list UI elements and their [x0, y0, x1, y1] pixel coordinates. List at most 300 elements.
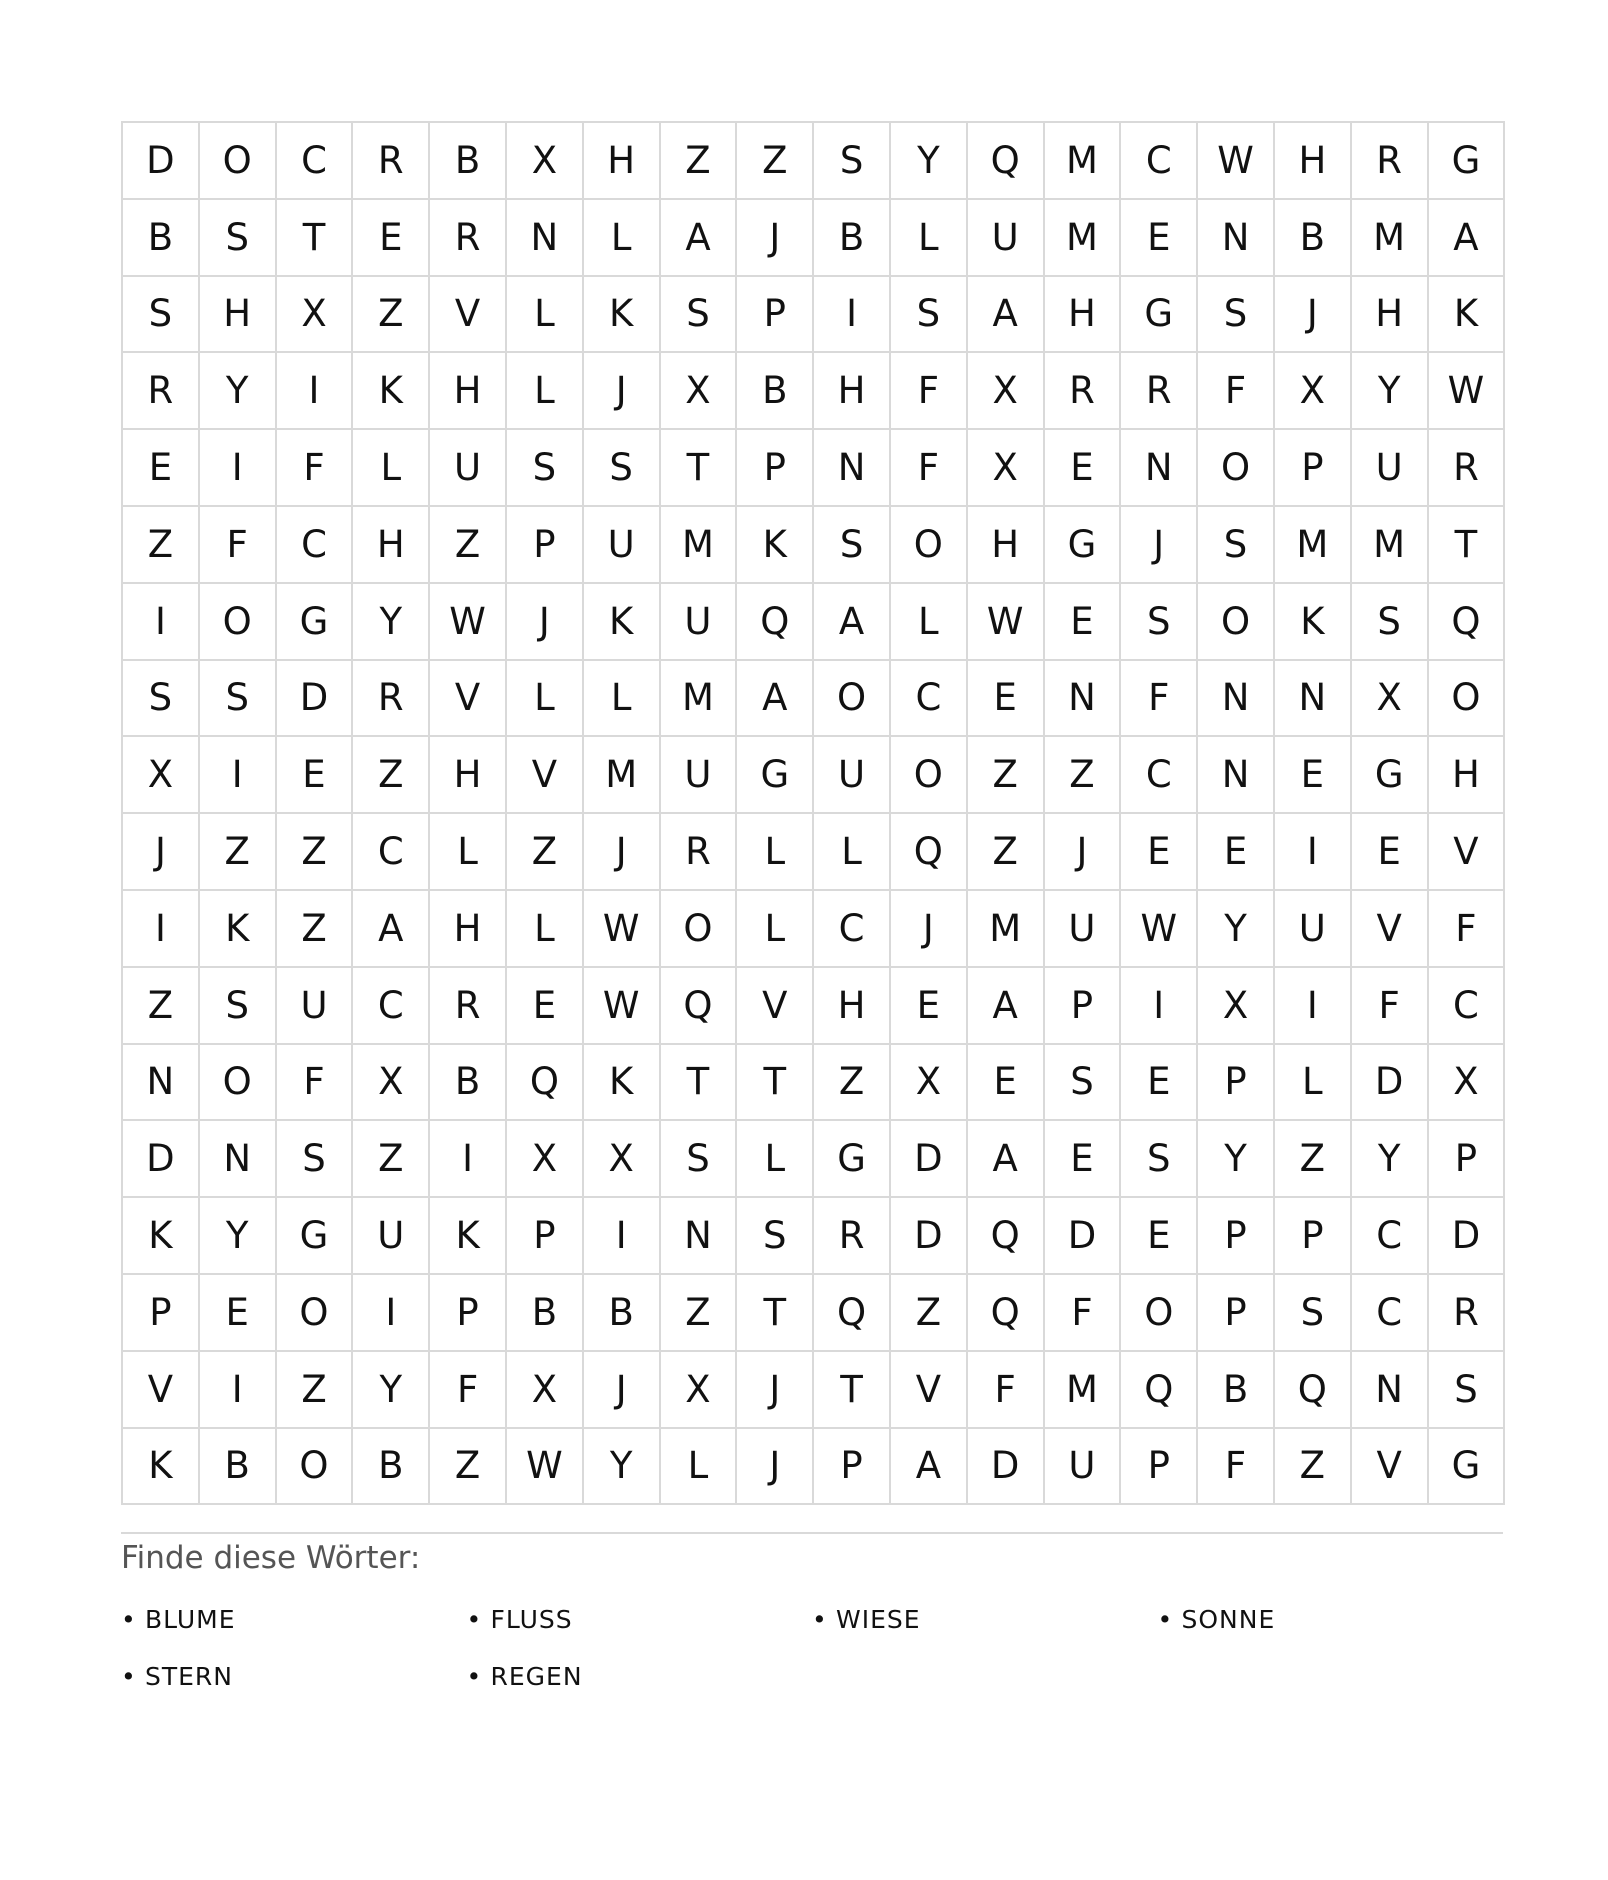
grid-cell[interactable]: R: [430, 968, 507, 1045]
grid-cell[interactable]: Q: [968, 1275, 1045, 1352]
grid-cell[interactable]: F: [891, 430, 968, 507]
grid-cell[interactable]: X: [1198, 968, 1275, 1045]
grid-cell[interactable]: I: [200, 1352, 277, 1429]
grid-cell[interactable]: H: [814, 968, 891, 1045]
grid-cell[interactable]: Y: [1198, 1121, 1275, 1198]
grid-cell[interactable]: K: [584, 584, 661, 661]
grid-cell[interactable]: A: [1429, 200, 1506, 277]
grid-cell[interactable]: X: [277, 277, 354, 354]
grid-cell[interactable]: Z: [200, 814, 277, 891]
grid-cell[interactable]: Y: [200, 1198, 277, 1275]
grid-cell[interactable]: M: [1352, 507, 1429, 584]
grid-cell[interactable]: Y: [1198, 891, 1275, 968]
grid-cell[interactable]: B: [1275, 200, 1352, 277]
grid-cell[interactable]: Z: [968, 737, 1045, 814]
grid-cell[interactable]: I: [277, 353, 354, 430]
grid-cell[interactable]: Z: [661, 1275, 738, 1352]
grid-cell[interactable]: Q: [968, 123, 1045, 200]
grid-cell[interactable]: Q: [1121, 1352, 1198, 1429]
grid-cell[interactable]: W: [507, 1429, 584, 1506]
grid-cell[interactable]: G: [277, 1198, 354, 1275]
grid-cell[interactable]: S: [1429, 1352, 1506, 1429]
grid-cell[interactable]: L: [814, 814, 891, 891]
grid-cell[interactable]: V: [430, 661, 507, 738]
grid-cell[interactable]: H: [1352, 277, 1429, 354]
grid-cell[interactable]: J: [507, 584, 584, 661]
grid-cell[interactable]: D: [277, 661, 354, 738]
grid-cell[interactable]: S: [507, 430, 584, 507]
grid-cell[interactable]: G: [814, 1121, 891, 1198]
grid-cell[interactable]: B: [353, 1429, 430, 1506]
grid-cell[interactable]: H: [1275, 123, 1352, 200]
grid-cell[interactable]: D: [123, 1121, 200, 1198]
grid-cell[interactable]: S: [1121, 1121, 1198, 1198]
grid-cell[interactable]: S: [661, 1121, 738, 1198]
grid-cell[interactable]: P: [1121, 1429, 1198, 1506]
grid-cell[interactable]: X: [123, 737, 200, 814]
grid-cell[interactable]: M: [1045, 200, 1122, 277]
grid-cell[interactable]: P: [1429, 1121, 1506, 1198]
grid-cell[interactable]: K: [1275, 584, 1352, 661]
grid-cell[interactable]: S: [1198, 507, 1275, 584]
grid-cell[interactable]: X: [891, 1045, 968, 1122]
grid-cell[interactable]: Z: [123, 507, 200, 584]
grid-cell[interactable]: Y: [891, 123, 968, 200]
grid-cell[interactable]: F: [430, 1352, 507, 1429]
grid-cell[interactable]: K: [737, 507, 814, 584]
grid-cell[interactable]: E: [1045, 430, 1122, 507]
grid-cell[interactable]: F: [1198, 1429, 1275, 1506]
grid-cell[interactable]: E: [123, 430, 200, 507]
grid-cell[interactable]: S: [1198, 277, 1275, 354]
grid-cell[interactable]: L: [891, 584, 968, 661]
grid-cell[interactable]: P: [737, 430, 814, 507]
grid-cell[interactable]: A: [968, 277, 1045, 354]
grid-cell[interactable]: I: [200, 430, 277, 507]
grid-cell[interactable]: J: [737, 1352, 814, 1429]
grid-cell[interactable]: P: [1275, 430, 1352, 507]
grid-cell[interactable]: U: [353, 1198, 430, 1275]
grid-cell[interactable]: F: [891, 353, 968, 430]
grid-cell[interactable]: H: [584, 123, 661, 200]
grid-cell[interactable]: H: [814, 353, 891, 430]
grid-cell[interactable]: H: [430, 353, 507, 430]
grid-cell[interactable]: X: [661, 353, 738, 430]
grid-cell[interactable]: C: [1352, 1198, 1429, 1275]
grid-cell[interactable]: U: [1275, 891, 1352, 968]
grid-cell[interactable]: P: [507, 507, 584, 584]
grid-cell[interactable]: F: [1429, 891, 1506, 968]
grid-cell[interactable]: O: [661, 891, 738, 968]
grid-cell[interactable]: O: [891, 737, 968, 814]
grid-cell[interactable]: L: [737, 814, 814, 891]
grid-cell[interactable]: E: [507, 968, 584, 1045]
grid-cell[interactable]: F: [1121, 661, 1198, 738]
grid-cell[interactable]: W: [968, 584, 1045, 661]
grid-cell[interactable]: V: [1429, 814, 1506, 891]
grid-cell[interactable]: X: [1352, 661, 1429, 738]
grid-cell[interactable]: B: [584, 1275, 661, 1352]
grid-cell[interactable]: A: [814, 584, 891, 661]
grid-cell[interactable]: G: [1121, 277, 1198, 354]
grid-cell[interactable]: E: [277, 737, 354, 814]
grid-cell[interactable]: A: [661, 200, 738, 277]
grid-cell[interactable]: L: [737, 1121, 814, 1198]
grid-cell[interactable]: X: [1275, 353, 1352, 430]
grid-cell[interactable]: N: [507, 200, 584, 277]
grid-cell[interactable]: B: [430, 123, 507, 200]
grid-cell[interactable]: J: [737, 200, 814, 277]
grid-cell[interactable]: K: [584, 1045, 661, 1122]
grid-cell[interactable]: X: [968, 430, 1045, 507]
grid-cell[interactable]: F: [200, 507, 277, 584]
grid-cell[interactable]: X: [661, 1352, 738, 1429]
grid-cell[interactable]: O: [814, 661, 891, 738]
grid-cell[interactable]: J: [1045, 814, 1122, 891]
grid-cell[interactable]: B: [814, 200, 891, 277]
grid-cell[interactable]: K: [123, 1198, 200, 1275]
grid-cell[interactable]: G: [1352, 737, 1429, 814]
grid-cell[interactable]: P: [814, 1429, 891, 1506]
grid-cell[interactable]: R: [123, 353, 200, 430]
grid-cell[interactable]: P: [737, 277, 814, 354]
grid-cell[interactable]: Z: [430, 507, 507, 584]
grid-cell[interactable]: L: [507, 353, 584, 430]
grid-cell[interactable]: H: [968, 507, 1045, 584]
grid-cell[interactable]: T: [737, 1275, 814, 1352]
grid-cell[interactable]: L: [661, 1429, 738, 1506]
grid-cell[interactable]: J: [1121, 507, 1198, 584]
grid-cell[interactable]: R: [1121, 353, 1198, 430]
grid-cell[interactable]: W: [584, 968, 661, 1045]
grid-cell[interactable]: G: [1429, 123, 1506, 200]
grid-cell[interactable]: Y: [584, 1429, 661, 1506]
grid-cell[interactable]: N: [814, 430, 891, 507]
grid-cell[interactable]: B: [507, 1275, 584, 1352]
grid-cell[interactable]: A: [968, 1121, 1045, 1198]
grid-cell[interactable]: S: [200, 200, 277, 277]
grid-cell[interactable]: S: [814, 507, 891, 584]
grid-cell[interactable]: O: [1198, 430, 1275, 507]
grid-cell[interactable]: Z: [353, 277, 430, 354]
grid-cell[interactable]: U: [430, 430, 507, 507]
grid-cell[interactable]: R: [661, 814, 738, 891]
grid-cell[interactable]: C: [1352, 1275, 1429, 1352]
grid-cell[interactable]: J: [891, 891, 968, 968]
grid-cell[interactable]: M: [1275, 507, 1352, 584]
grid-cell[interactable]: S: [1121, 584, 1198, 661]
grid-cell[interactable]: V: [1352, 1429, 1429, 1506]
grid-cell[interactable]: R: [353, 661, 430, 738]
grid-cell[interactable]: M: [1352, 200, 1429, 277]
grid-cell[interactable]: Q: [661, 968, 738, 1045]
grid-cell[interactable]: Z: [968, 814, 1045, 891]
grid-cell[interactable]: O: [891, 507, 968, 584]
grid-cell[interactable]: C: [891, 661, 968, 738]
grid-cell[interactable]: M: [1045, 123, 1122, 200]
grid-cell[interactable]: W: [1121, 891, 1198, 968]
grid-cell[interactable]: U: [277, 968, 354, 1045]
grid-cell[interactable]: G: [1045, 507, 1122, 584]
grid-cell[interactable]: S: [1352, 584, 1429, 661]
grid-cell[interactable]: Y: [1352, 1121, 1429, 1198]
grid-cell[interactable]: O: [1429, 661, 1506, 738]
grid-cell[interactable]: D: [1045, 1198, 1122, 1275]
grid-cell[interactable]: S: [1045, 1045, 1122, 1122]
grid-cell[interactable]: I: [353, 1275, 430, 1352]
grid-cell[interactable]: N: [1198, 737, 1275, 814]
grid-cell[interactable]: B: [123, 200, 200, 277]
grid-cell[interactable]: Q: [1429, 584, 1506, 661]
grid-cell[interactable]: M: [968, 891, 1045, 968]
grid-cell[interactable]: Z: [353, 1121, 430, 1198]
grid-cell[interactable]: I: [1121, 968, 1198, 1045]
grid-cell[interactable]: Z: [1045, 737, 1122, 814]
grid-cell[interactable]: N: [200, 1121, 277, 1198]
grid-cell[interactable]: U: [584, 507, 661, 584]
grid-cell[interactable]: O: [1121, 1275, 1198, 1352]
grid-cell[interactable]: Z: [277, 1352, 354, 1429]
grid-cell[interactable]: J: [737, 1429, 814, 1506]
grid-cell[interactable]: E: [1121, 1198, 1198, 1275]
grid-cell[interactable]: S: [123, 661, 200, 738]
grid-cell[interactable]: Z: [123, 968, 200, 1045]
grid-cell[interactable]: C: [353, 968, 430, 1045]
grid-cell[interactable]: R: [1429, 1275, 1506, 1352]
grid-cell[interactable]: C: [1121, 123, 1198, 200]
grid-cell[interactable]: N: [1352, 1352, 1429, 1429]
grid-cell[interactable]: T: [277, 200, 354, 277]
grid-cell[interactable]: J: [584, 353, 661, 430]
grid-cell[interactable]: C: [814, 891, 891, 968]
grid-cell[interactable]: V: [891, 1352, 968, 1429]
grid-cell[interactable]: C: [277, 123, 354, 200]
grid-cell[interactable]: F: [1198, 353, 1275, 430]
grid-cell[interactable]: W: [1198, 123, 1275, 200]
grid-cell[interactable]: Y: [200, 353, 277, 430]
grid-cell[interactable]: R: [430, 200, 507, 277]
grid-cell[interactable]: M: [661, 661, 738, 738]
grid-cell[interactable]: S: [891, 277, 968, 354]
grid-cell[interactable]: F: [277, 1045, 354, 1122]
grid-cell[interactable]: S: [200, 661, 277, 738]
grid-cell[interactable]: Y: [1352, 353, 1429, 430]
grid-cell[interactable]: E: [1275, 737, 1352, 814]
grid-cell[interactable]: T: [661, 430, 738, 507]
grid-cell[interactable]: Z: [1275, 1121, 1352, 1198]
grid-cell[interactable]: N: [661, 1198, 738, 1275]
grid-cell[interactable]: K: [123, 1429, 200, 1506]
grid-cell[interactable]: L: [507, 277, 584, 354]
grid-cell[interactable]: F: [1352, 968, 1429, 1045]
grid-cell[interactable]: D: [891, 1198, 968, 1275]
grid-cell[interactable]: E: [968, 661, 1045, 738]
grid-cell[interactable]: I: [584, 1198, 661, 1275]
grid-cell[interactable]: R: [1429, 430, 1506, 507]
grid-cell[interactable]: W: [1429, 353, 1506, 430]
grid-cell[interactable]: S: [200, 968, 277, 1045]
grid-cell[interactable]: Y: [353, 1352, 430, 1429]
grid-cell[interactable]: V: [430, 277, 507, 354]
grid-cell[interactable]: L: [353, 430, 430, 507]
grid-cell[interactable]: U: [1352, 430, 1429, 507]
grid-cell[interactable]: Z: [277, 891, 354, 968]
grid-cell[interactable]: R: [1045, 353, 1122, 430]
grid-cell[interactable]: P: [507, 1198, 584, 1275]
grid-cell[interactable]: G: [277, 584, 354, 661]
grid-cell[interactable]: D: [123, 123, 200, 200]
grid-cell[interactable]: S: [1275, 1275, 1352, 1352]
grid-cell[interactable]: X: [507, 1121, 584, 1198]
grid-cell[interactable]: J: [584, 814, 661, 891]
grid-cell[interactable]: Z: [661, 123, 738, 200]
grid-cell[interactable]: V: [1352, 891, 1429, 968]
grid-cell[interactable]: I: [1275, 814, 1352, 891]
grid-cell[interactable]: B: [737, 353, 814, 430]
grid-cell[interactable]: Z: [507, 814, 584, 891]
grid-cell[interactable]: O: [277, 1429, 354, 1506]
grid-cell[interactable]: Z: [1275, 1429, 1352, 1506]
grid-cell[interactable]: W: [430, 584, 507, 661]
grid-cell[interactable]: Z: [737, 123, 814, 200]
grid-cell[interactable]: G: [737, 737, 814, 814]
grid-cell[interactable]: I: [123, 891, 200, 968]
grid-cell[interactable]: E: [200, 1275, 277, 1352]
grid-cell[interactable]: A: [891, 1429, 968, 1506]
grid-cell[interactable]: P: [430, 1275, 507, 1352]
grid-cell[interactable]: L: [891, 200, 968, 277]
grid-cell[interactable]: O: [200, 123, 277, 200]
grid-cell[interactable]: E: [1045, 584, 1122, 661]
grid-cell[interactable]: Q: [507, 1045, 584, 1122]
grid-cell[interactable]: W: [584, 891, 661, 968]
grid-cell[interactable]: S: [584, 430, 661, 507]
grid-cell[interactable]: P: [1045, 968, 1122, 1045]
grid-cell[interactable]: L: [507, 891, 584, 968]
grid-cell[interactable]: L: [430, 814, 507, 891]
grid-cell[interactable]: C: [277, 507, 354, 584]
grid-cell[interactable]: N: [1045, 661, 1122, 738]
grid-cell[interactable]: N: [1121, 430, 1198, 507]
grid-cell[interactable]: E: [1121, 1045, 1198, 1122]
grid-cell[interactable]: C: [1121, 737, 1198, 814]
grid-cell[interactable]: U: [1045, 1429, 1122, 1506]
grid-cell[interactable]: J: [584, 1352, 661, 1429]
grid-cell[interactable]: S: [814, 123, 891, 200]
grid-cell[interactable]: F: [968, 1352, 1045, 1429]
grid-cell[interactable]: O: [200, 584, 277, 661]
grid-cell[interactable]: H: [1045, 277, 1122, 354]
grid-cell[interactable]: K: [1429, 277, 1506, 354]
grid-cell[interactable]: S: [123, 277, 200, 354]
grid-cell[interactable]: T: [814, 1352, 891, 1429]
grid-cell[interactable]: X: [1429, 1045, 1506, 1122]
grid-cell[interactable]: I: [430, 1121, 507, 1198]
grid-cell[interactable]: L: [584, 200, 661, 277]
grid-cell[interactable]: N: [1275, 661, 1352, 738]
grid-cell[interactable]: A: [968, 968, 1045, 1045]
grid-cell[interactable]: X: [507, 123, 584, 200]
grid-cell[interactable]: H: [1429, 737, 1506, 814]
grid-cell[interactable]: I: [814, 277, 891, 354]
grid-cell[interactable]: O: [200, 1045, 277, 1122]
grid-cell[interactable]: E: [968, 1045, 1045, 1122]
grid-cell[interactable]: K: [430, 1198, 507, 1275]
grid-cell[interactable]: U: [814, 737, 891, 814]
grid-cell[interactable]: A: [353, 891, 430, 968]
grid-cell[interactable]: D: [891, 1121, 968, 1198]
grid-cell[interactable]: K: [200, 891, 277, 968]
grid-cell[interactable]: Q: [891, 814, 968, 891]
grid-cell[interactable]: I: [1275, 968, 1352, 1045]
grid-cell[interactable]: L: [507, 661, 584, 738]
grid-cell[interactable]: O: [277, 1275, 354, 1352]
grid-cell[interactable]: G: [1429, 1429, 1506, 1506]
grid-cell[interactable]: T: [1429, 507, 1506, 584]
grid-cell[interactable]: L: [737, 891, 814, 968]
grid-cell[interactable]: L: [1275, 1045, 1352, 1122]
grid-cell[interactable]: Y: [353, 584, 430, 661]
grid-cell[interactable]: I: [200, 737, 277, 814]
grid-cell[interactable]: E: [891, 968, 968, 1045]
grid-cell[interactable]: Q: [1275, 1352, 1352, 1429]
grid-cell[interactable]: Q: [737, 584, 814, 661]
grid-cell[interactable]: O: [1198, 584, 1275, 661]
grid-cell[interactable]: X: [353, 1045, 430, 1122]
grid-cell[interactable]: P: [1275, 1198, 1352, 1275]
grid-cell[interactable]: Z: [277, 814, 354, 891]
grid-cell[interactable]: U: [661, 584, 738, 661]
grid-cell[interactable]: V: [737, 968, 814, 1045]
grid-cell[interactable]: P: [1198, 1045, 1275, 1122]
grid-cell[interactable]: D: [1352, 1045, 1429, 1122]
grid-cell[interactable]: R: [1352, 123, 1429, 200]
grid-cell[interactable]: U: [661, 737, 738, 814]
grid-cell[interactable]: T: [737, 1045, 814, 1122]
grid-cell[interactable]: H: [430, 891, 507, 968]
grid-cell[interactable]: D: [1429, 1198, 1506, 1275]
grid-cell[interactable]: S: [277, 1121, 354, 1198]
grid-cell[interactable]: E: [1121, 814, 1198, 891]
grid-cell[interactable]: N: [123, 1045, 200, 1122]
grid-cell[interactable]: K: [353, 353, 430, 430]
grid-cell[interactable]: F: [1045, 1275, 1122, 1352]
grid-cell[interactable]: M: [584, 737, 661, 814]
grid-cell[interactable]: S: [737, 1198, 814, 1275]
grid-cell[interactable]: P: [123, 1275, 200, 1352]
grid-cell[interactable]: E: [353, 200, 430, 277]
grid-cell[interactable]: F: [277, 430, 354, 507]
grid-cell[interactable]: E: [1352, 814, 1429, 891]
grid-cell[interactable]: B: [1198, 1352, 1275, 1429]
grid-cell[interactable]: P: [1198, 1198, 1275, 1275]
grid-cell[interactable]: V: [507, 737, 584, 814]
grid-cell[interactable]: P: [1198, 1275, 1275, 1352]
grid-cell[interactable]: N: [1198, 661, 1275, 738]
grid-cell[interactable]: X: [507, 1352, 584, 1429]
grid-cell[interactable]: N: [1198, 200, 1275, 277]
grid-cell[interactable]: R: [814, 1198, 891, 1275]
grid-cell[interactable]: Z: [891, 1275, 968, 1352]
grid-cell[interactable]: H: [430, 737, 507, 814]
grid-cell[interactable]: Z: [814, 1045, 891, 1122]
grid-cell[interactable]: I: [123, 584, 200, 661]
grid-cell[interactable]: R: [353, 123, 430, 200]
grid-cell[interactable]: X: [968, 353, 1045, 430]
grid-cell[interactable]: L: [584, 661, 661, 738]
grid-cell[interactable]: C: [1429, 968, 1506, 1045]
grid-cell[interactable]: V: [123, 1352, 200, 1429]
